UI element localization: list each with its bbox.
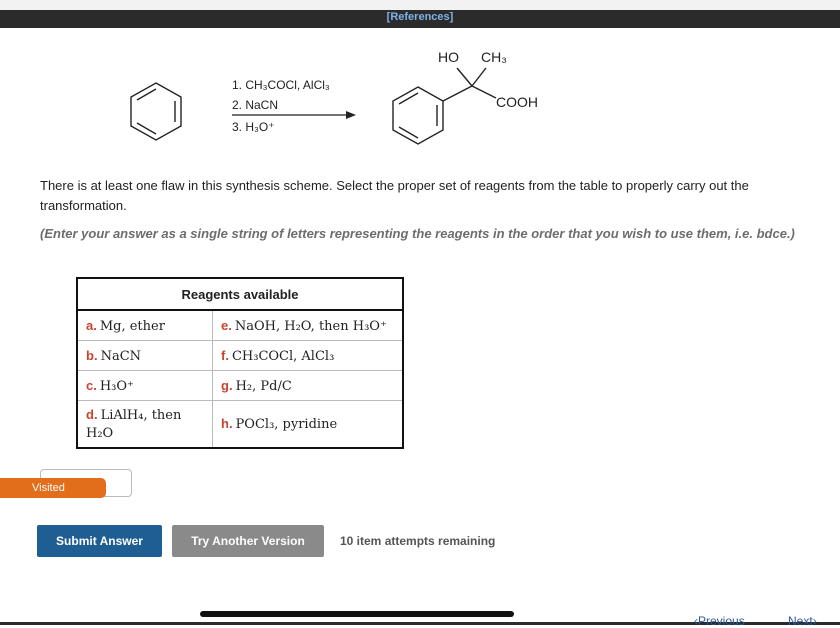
table-row <box>77 401 403 449</box>
reagent-step-3: 3. H₃O⁺ <box>232 120 275 134</box>
reagent-text: H₂, Pd/C <box>235 378 292 394</box>
references-link[interactable]: [References] <box>386 11 454 23</box>
answer-format-note: (Enter your answer as a single string of letters representing the reagents in the order that you wish to use them, i.e. bdce.) <box>40 226 795 241</box>
reagent-cell <box>77 310 213 341</box>
reagents-table-header: Reagents available <box>77 278 403 310</box>
reaction-arrow <box>232 111 356 119</box>
attempts-remaining: 10 item attempts remaining <box>340 534 496 548</box>
question-instruction: There is at least one flaw in this synthesis scheme. Select the proper set of reagents from the table to properly carry out the transformation. <box>40 178 749 213</box>
reagent-cell <box>77 371 213 401</box>
references-bar <box>0 10 840 28</box>
reagent-text: Mg, ether <box>99 318 165 334</box>
reagent-letter: f. <box>221 347 229 363</box>
reagent-cell <box>213 371 404 401</box>
reagent-letter: g. <box>221 377 233 393</box>
reagent-cell <box>213 341 404 371</box>
table-row <box>77 341 403 371</box>
reagents-table <box>76 277 404 449</box>
reagent-text: POCl₃, pyridine <box>235 417 338 432</box>
reagent-text: NaOH, H₂O, then H₃O⁺ <box>234 318 387 334</box>
visited-badge: Visited <box>0 478 106 498</box>
home-indicator <box>200 611 514 617</box>
chevron-right-icon: › <box>812 614 817 628</box>
benzene-reactant <box>131 83 181 140</box>
reagent-cell <box>213 310 404 341</box>
reagent-step-1: 1. CH₃COCl, AlCl₃ <box>232 78 330 92</box>
reagent-letter: a. <box>86 317 97 333</box>
reagent-step-2: 2. NaCN <box>232 98 279 112</box>
table-row <box>77 310 403 341</box>
reagent-letter: d. <box>86 406 98 422</box>
reagent-text: CH₃COCl, AlCl₃ <box>231 348 335 364</box>
try-another-version-button[interactable]: Try Another Version <box>172 525 324 557</box>
reagent-cell <box>213 401 404 449</box>
next-label: Next <box>788 614 813 628</box>
reagent-cell <box>77 341 213 371</box>
reagent-letter: e. <box>221 317 232 333</box>
previous-label: Previous <box>698 614 745 628</box>
reagent-letter: b. <box>86 347 98 363</box>
reagent-cell <box>77 401 213 449</box>
submit-answer-button[interactable]: Submit Answer <box>37 525 162 557</box>
next-link[interactable] <box>788 614 817 628</box>
table-row <box>77 371 403 401</box>
reagent-text: NaCN <box>100 348 142 364</box>
product-ring <box>393 68 496 144</box>
reagent-letter: h. <box>221 416 233 431</box>
top-strip <box>0 0 840 10</box>
reagent-text: H₃O⁺ <box>99 378 134 394</box>
reagent-letter: c. <box>86 377 97 393</box>
label-hydroxyl: HO <box>438 49 459 65</box>
chevron-left-icon: ‹ <box>694 614 698 628</box>
synthesis-scheme <box>120 40 560 160</box>
label-carboxylic-acid: COOH <box>496 94 538 110</box>
reagent-text: LiAlH₄, then H₂O <box>86 407 182 441</box>
label-methyl: CH₃ <box>481 49 507 65</box>
previous-link[interactable] <box>694 614 745 628</box>
